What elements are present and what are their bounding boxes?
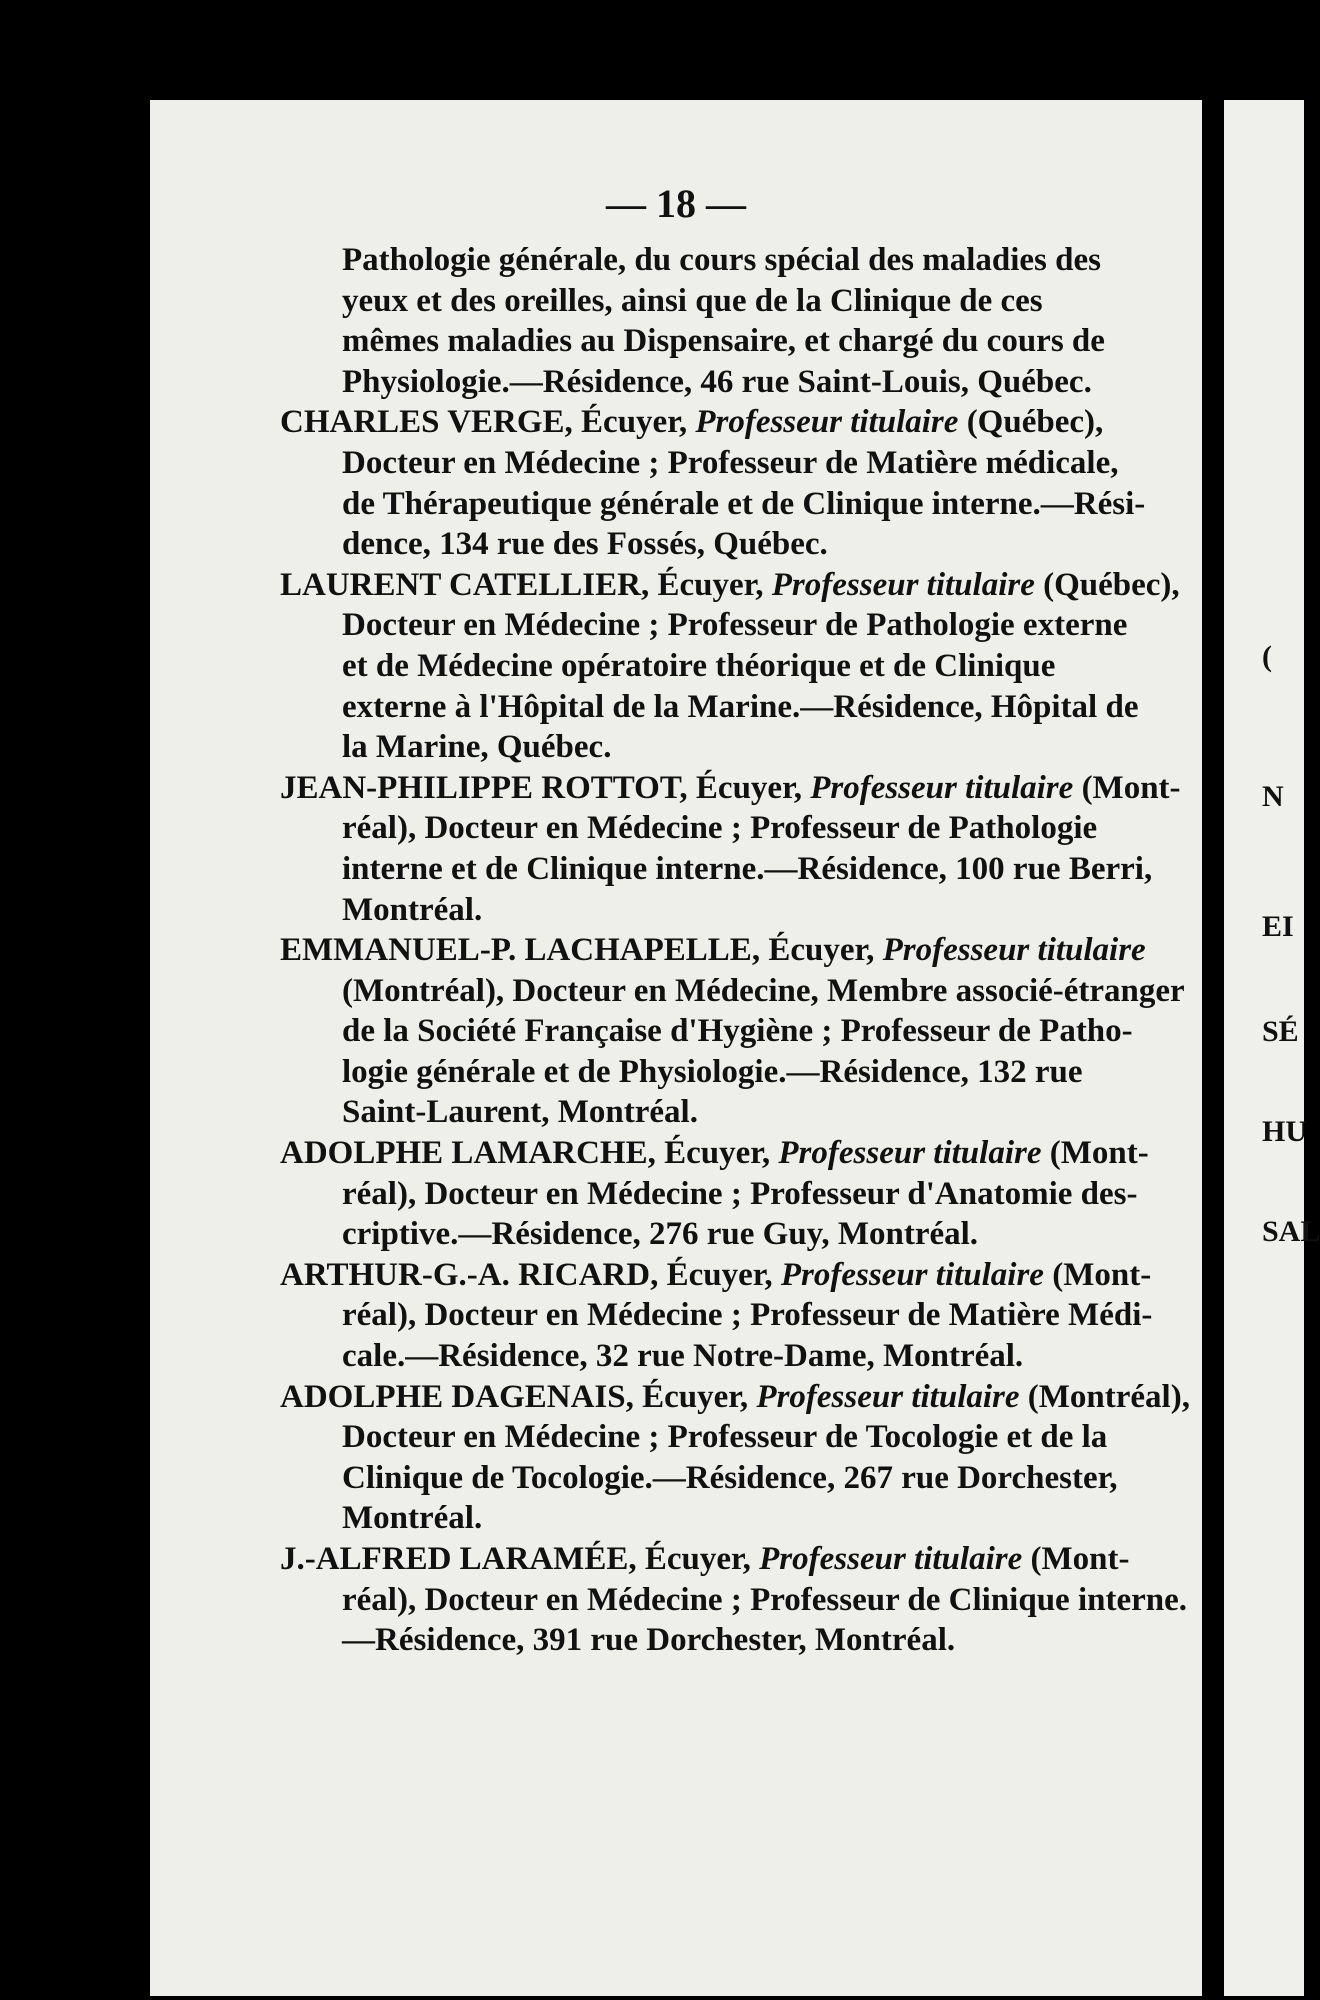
professor-title: Professeur titulaire <box>778 1135 1042 1172</box>
text-line: —Résidence, 391 rue Dorchester, Montréal. <box>342 1622 956 1659</box>
entry-heading-line <box>280 1255 1240 1296</box>
text-line: Docteur en Médecine ; Professeur de Pathologie externe <box>342 607 1128 644</box>
text-line: (Montréal), Docteur en Médecine, Membre associé-étranger <box>342 972 1185 1009</box>
text-line: Physiologie.—Résidence, 46 rue Saint-Louis, Québec. <box>342 363 1092 400</box>
text-line: yeux et des oreilles, ainsi que de la Clinique de ces <box>342 282 1043 319</box>
text-line: interne et de Clinique interne.—Résidence, 100 rue Berri, <box>342 850 1153 887</box>
text-line: de Thérapeutique générale et de Clinique interne.—Rési- <box>342 485 1146 522</box>
title-suffix: (Mont- <box>1022 1541 1130 1577</box>
title-prefix: Écuyer, <box>633 1378 757 1415</box>
faculty-entry <box>280 402 1240 564</box>
edge-fragment: SAL <box>1262 1215 1320 1248</box>
professor-title: Professeur titulaire <box>771 566 1035 603</box>
text-line: criptive.—Résidence, 276 rue Guy, Montréal. <box>342 1216 979 1253</box>
entry-heading-line <box>280 930 1240 971</box>
edge-fragment: SÉ <box>1262 1015 1299 1048</box>
professor-title: Professeur titulaire <box>810 769 1074 806</box>
faculty-entry <box>280 1255 1240 1377</box>
text-line: mêmes maladies au Dispensaire, et chargé du cours de <box>342 323 1105 360</box>
title-suffix: (Mont- <box>1041 1135 1149 1172</box>
text-line: Saint-Laurent, Montréal. <box>342 1094 698 1131</box>
professor-name: ADOLPHE DAGENAIS, <box>280 1378 634 1415</box>
entry-heading-line <box>280 1133 1240 1174</box>
title-prefix: Écuyer, <box>687 769 811 806</box>
text-line: dence, 134 rue des Fossés, Québec. <box>342 526 828 563</box>
text-line: externe à l'Hôpital de la Marine.—Résidence, Hôpital de <box>342 688 1139 725</box>
text-line: Docteur en Médecine ; Professeur de Tocologie et de la <box>342 1419 1108 1456</box>
professor-name: J.-ALFRED LARAMÉE, <box>280 1541 637 1577</box>
text-line: réal), Docteur en Médecine ; Professeur de Clinique interne. <box>342 1581 1187 1618</box>
text-line: Pathologie générale, du cours spécial des maladies des <box>342 242 1101 278</box>
title-suffix: (Mont- <box>1043 1256 1152 1293</box>
edge-fragment: EI <box>1262 910 1294 943</box>
faculty-entry <box>280 240 1240 402</box>
text-line: et de Médecine opératoire théorique et de Clinique <box>342 647 1056 684</box>
entry-heading-line <box>280 402 1240 443</box>
professor-title: Professeur titulaire <box>756 1378 1020 1415</box>
edge-fragment: N <box>1262 780 1284 813</box>
title-suffix: (Montréal), <box>1019 1378 1190 1415</box>
title-suffix: (Mont- <box>1073 769 1181 806</box>
professor-name: ARTHUR-G.-A. RICARD, <box>280 1256 659 1293</box>
text-line: de la Société Française d'Hygiène ; Professeur de Patho- <box>342 1013 1133 1050</box>
edge-fragment: ( <box>1262 640 1272 673</box>
professor-name: JEAN-PHILIPPE ROTTOT, <box>280 769 688 806</box>
title-prefix: Écuyer, <box>572 404 696 441</box>
text-line: Clinique de Tocologie.—Résidence, 267 rue Dorchester, <box>342 1459 1118 1496</box>
text-line: cale.—Résidence, 32 rue Notre-Dame, Montréal. <box>342 1338 1024 1375</box>
professor-name: EMMANUEL-P. LACHAPELLE, <box>280 932 761 969</box>
adjacent-page-edge <box>1224 100 1320 1996</box>
faculty-entry <box>280 1133 1240 1255</box>
faculty-entry <box>280 1377 1240 1539</box>
edge-fragment: HU <box>1262 1115 1307 1148</box>
page-number: — 18 — <box>606 181 746 226</box>
faculty-entry <box>280 565 1240 768</box>
text-line: Montréal. <box>342 1500 483 1537</box>
professor-name: LAURENT CATELLIER, <box>280 566 650 603</box>
text-line: réal), Docteur en Médecine ; Professeur de Pathologie <box>342 810 1098 847</box>
faculty-entry <box>280 930 1240 1133</box>
book-page <box>150 100 1202 1996</box>
entry-heading-line <box>280 768 1240 809</box>
page-gutter <box>1202 0 1224 2000</box>
faculty-entry <box>280 768 1240 930</box>
text-line: Montréal. <box>342 891 483 928</box>
faculty-entry <box>280 1539 1240 1661</box>
text-line: réal), Docteur en Médecine ; Professeur d'Anatomie des- <box>342 1175 1138 1212</box>
professor-name: ADOLPHE LAMARCHE, <box>280 1135 656 1172</box>
text-line: la Marine, Québec. <box>342 729 612 766</box>
entry-heading-line <box>280 1377 1240 1418</box>
professor-name: CHARLES VERGE, <box>280 404 573 441</box>
professor-title: Professeur titulaire <box>695 404 959 441</box>
title-prefix: Écuyer, <box>760 932 883 969</box>
text-line: Docteur en Médecine ; Professeur de Matière médicale, <box>342 444 1119 481</box>
entry-heading-line <box>280 565 1240 606</box>
title-prefix: Écuyer, <box>655 1135 779 1172</box>
title-prefix: Écuyer, <box>658 1256 781 1293</box>
title-suffix: (Québec), <box>958 404 1104 441</box>
entry-heading-line <box>280 1539 1240 1580</box>
professor-title: Professeur titulaire <box>759 1541 1023 1577</box>
text-line: réal), Docteur en Médecine ; Professeur de Matière Médi- <box>342 1297 1153 1334</box>
title-prefix: Écuyer, <box>636 1541 760 1577</box>
page-body <box>280 240 1240 1661</box>
title-prefix: Écuyer, <box>649 566 772 603</box>
text-line: logie générale et de Physiologie.—Résidence, 132 rue <box>342 1053 1083 1090</box>
professor-title: Professeur titulaire <box>780 1256 1044 1293</box>
title-suffix: (Québec), <box>1034 566 1180 603</box>
professor-title: Professeur titulaire <box>882 932 1146 969</box>
